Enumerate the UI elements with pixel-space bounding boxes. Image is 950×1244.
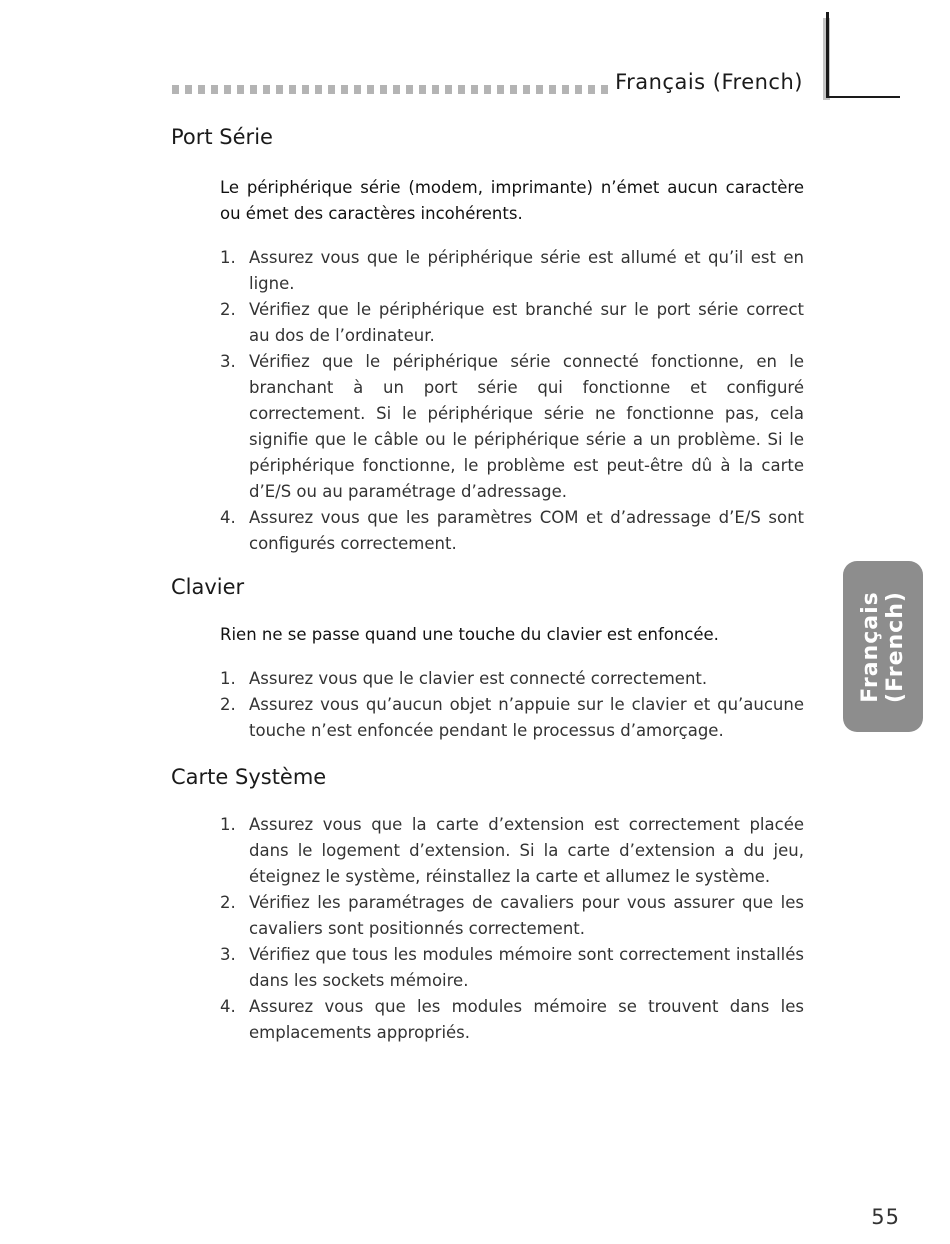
list-item-number: 2. bbox=[220, 300, 236, 319]
list-item bbox=[220, 890, 804, 942]
list-item-number: 1. bbox=[220, 669, 236, 688]
list-item-number: 4. bbox=[220, 508, 236, 527]
list-item-number: 2. bbox=[220, 893, 236, 912]
list-item-number: 3. bbox=[220, 945, 236, 964]
header-dotted-rule bbox=[172, 85, 608, 94]
side-tab-line-1: Français bbox=[858, 590, 883, 703]
corner-mark-horizontal bbox=[826, 96, 900, 98]
list-item-number: 1. bbox=[220, 248, 236, 267]
side-tab-label bbox=[858, 591, 908, 703]
list-item-text: Assurez vous que les modules mémoire se trouvent dans les emplacements appropriés. bbox=[249, 997, 804, 1042]
page-number: 55 bbox=[871, 1205, 900, 1229]
list-item bbox=[220, 349, 804, 505]
list-item bbox=[220, 666, 804, 692]
list-item-text: Assurez vous que les paramètres COM et d’adressage d’E/S sont configurés correctement. bbox=[249, 508, 804, 553]
steps-carte-systeme bbox=[220, 812, 804, 1046]
header-title: Français (French) bbox=[615, 70, 803, 94]
list-item-text: Vérifiez les paramétrages de cavaliers pour vous assurer que les cavaliers sont positionnés correctement. bbox=[249, 893, 804, 938]
list-item-number: 4. bbox=[220, 997, 236, 1016]
list-item bbox=[220, 297, 804, 349]
list-item-text: Assurez vous que la carte d’extension est correctement placée dans le logement d’extension. Si la carte d’extension a du jeu, éteignez le système, réinstallez la carte et allumez le système. bbox=[249, 815, 804, 886]
section-lead-port-serie: Le périphérique série (modem, imprimante) n’émet aucun caractère ou émet des caractères incohérents. bbox=[220, 178, 804, 223]
list-item-number: 1. bbox=[220, 815, 236, 834]
list-item bbox=[220, 812, 804, 890]
list-item bbox=[220, 505, 804, 557]
corner-mark-vertical bbox=[826, 12, 829, 98]
list-item-number: 3. bbox=[220, 352, 236, 371]
list-item bbox=[220, 692, 804, 744]
list-item-text: Assurez vous que le clavier est connecté correctement. bbox=[249, 669, 708, 688]
list-item-text: Vérifiez que le périphérique série connecté fonctionne, en le branchant à un port série qui fonctionne et configuré correctement. Si le périphérique série ne fonctionne pas, cela signifie que le câble ou le périphérique série a un problème. Si le périphérique fonctionne, le problème est peut-être dû à la carte d’E/S ou au paramétrage d’adressage. bbox=[249, 352, 804, 501]
section-title-port-serie: Port Série bbox=[171, 125, 273, 149]
side-tab-line-2: (French) bbox=[883, 590, 908, 703]
list-item bbox=[220, 245, 804, 297]
list-item bbox=[220, 994, 804, 1046]
language-side-tab bbox=[843, 561, 923, 732]
list-item-number: 2. bbox=[220, 695, 236, 714]
list-item-text: Vérifiez que tous les modules mémoire sont correctement installés dans les sockets mémoire. bbox=[249, 945, 804, 990]
steps-clavier bbox=[220, 666, 804, 744]
section-lead-clavier: Rien ne se passe quand une touche du clavier est enfoncée. bbox=[220, 625, 719, 644]
list-item-text: Assurez vous que le périphérique série est allumé et qu’il est en ligne. bbox=[249, 248, 804, 293]
list-item bbox=[220, 942, 804, 994]
list-item-text: Vérifiez que le périphérique est branché sur le port série correct au dos de l’ordinateur. bbox=[249, 300, 804, 345]
section-title-clavier: Clavier bbox=[171, 575, 245, 599]
section-title-carte-systeme: Carte Système bbox=[171, 765, 327, 789]
list-item-text: Assurez vous qu’aucun objet n’appuie sur le clavier et qu’aucune touche n’est enfoncée pendant le processus d’amorçage. bbox=[249, 695, 804, 740]
steps-port-serie bbox=[220, 245, 804, 557]
